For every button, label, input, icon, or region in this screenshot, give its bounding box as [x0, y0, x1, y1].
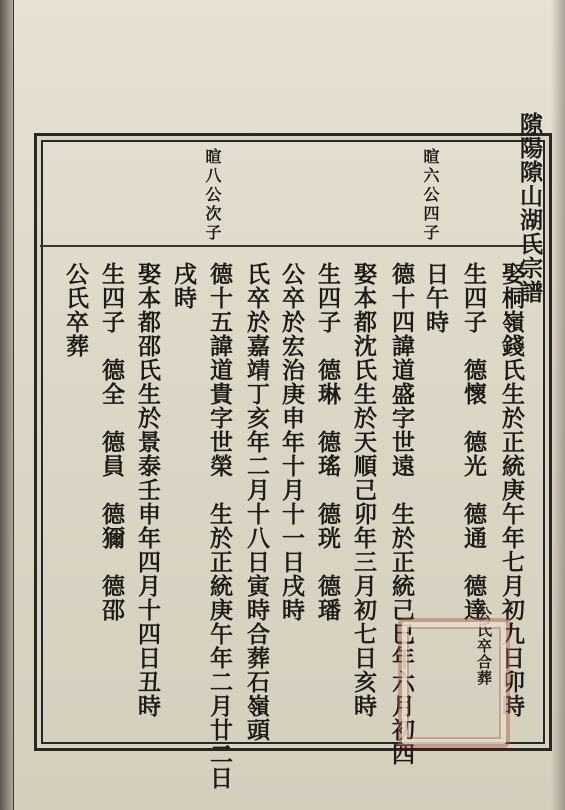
divider-rule [40, 245, 542, 247]
body-column-13: 生四子 德全 德員 德獮 德邵 [98, 262, 125, 622]
upper-entry-1: 暄六公四子 [421, 148, 440, 243]
seal-inscription [404, 626, 496, 734]
body-column-11: 戌時 [170, 262, 197, 310]
upper-entry-2: 暄八公次子 [203, 148, 222, 243]
body-column-2: 生四子 德懷 德光 德通 德達 [460, 262, 487, 622]
body-column-8: 公卒於宏治庚申年十月十一日戌時 [278, 262, 305, 622]
page-edge-shadow [551, 0, 565, 810]
body-column-12: 娶本都邵氏生於景泰壬申年四月十四日丑時 [134, 262, 161, 718]
body-column-5: 德十四諱道盛字世遠 生於正統己巳年六月初四 [388, 262, 415, 766]
body-column-6: 娶本都沈氏生於天順己卯年三月初七日亥時 [350, 262, 377, 718]
body-column-9: 氏卒於嘉靖丁亥年二月十八日寅時合葬石嶺頭 [243, 262, 270, 742]
body-column-10: 德十五諱道貴字世榮 生於正統庚午年二月廿二日 [206, 262, 233, 790]
body-column-14: 公氏卒葬 [62, 262, 89, 358]
body-column-3: 公氏卒合葬 [475, 606, 493, 686]
book-title: 𨻶陽𨻶山湖氏宗譜 [516, 112, 543, 304]
body-column-7: 生四子 德琳 德瑤 德珖 德璠 [314, 262, 341, 622]
body-column-4: 日午時 [422, 262, 449, 334]
body-column-1: 娶桐嶺錢氏生於正統庚午年七月初九日卯時 [498, 262, 525, 718]
